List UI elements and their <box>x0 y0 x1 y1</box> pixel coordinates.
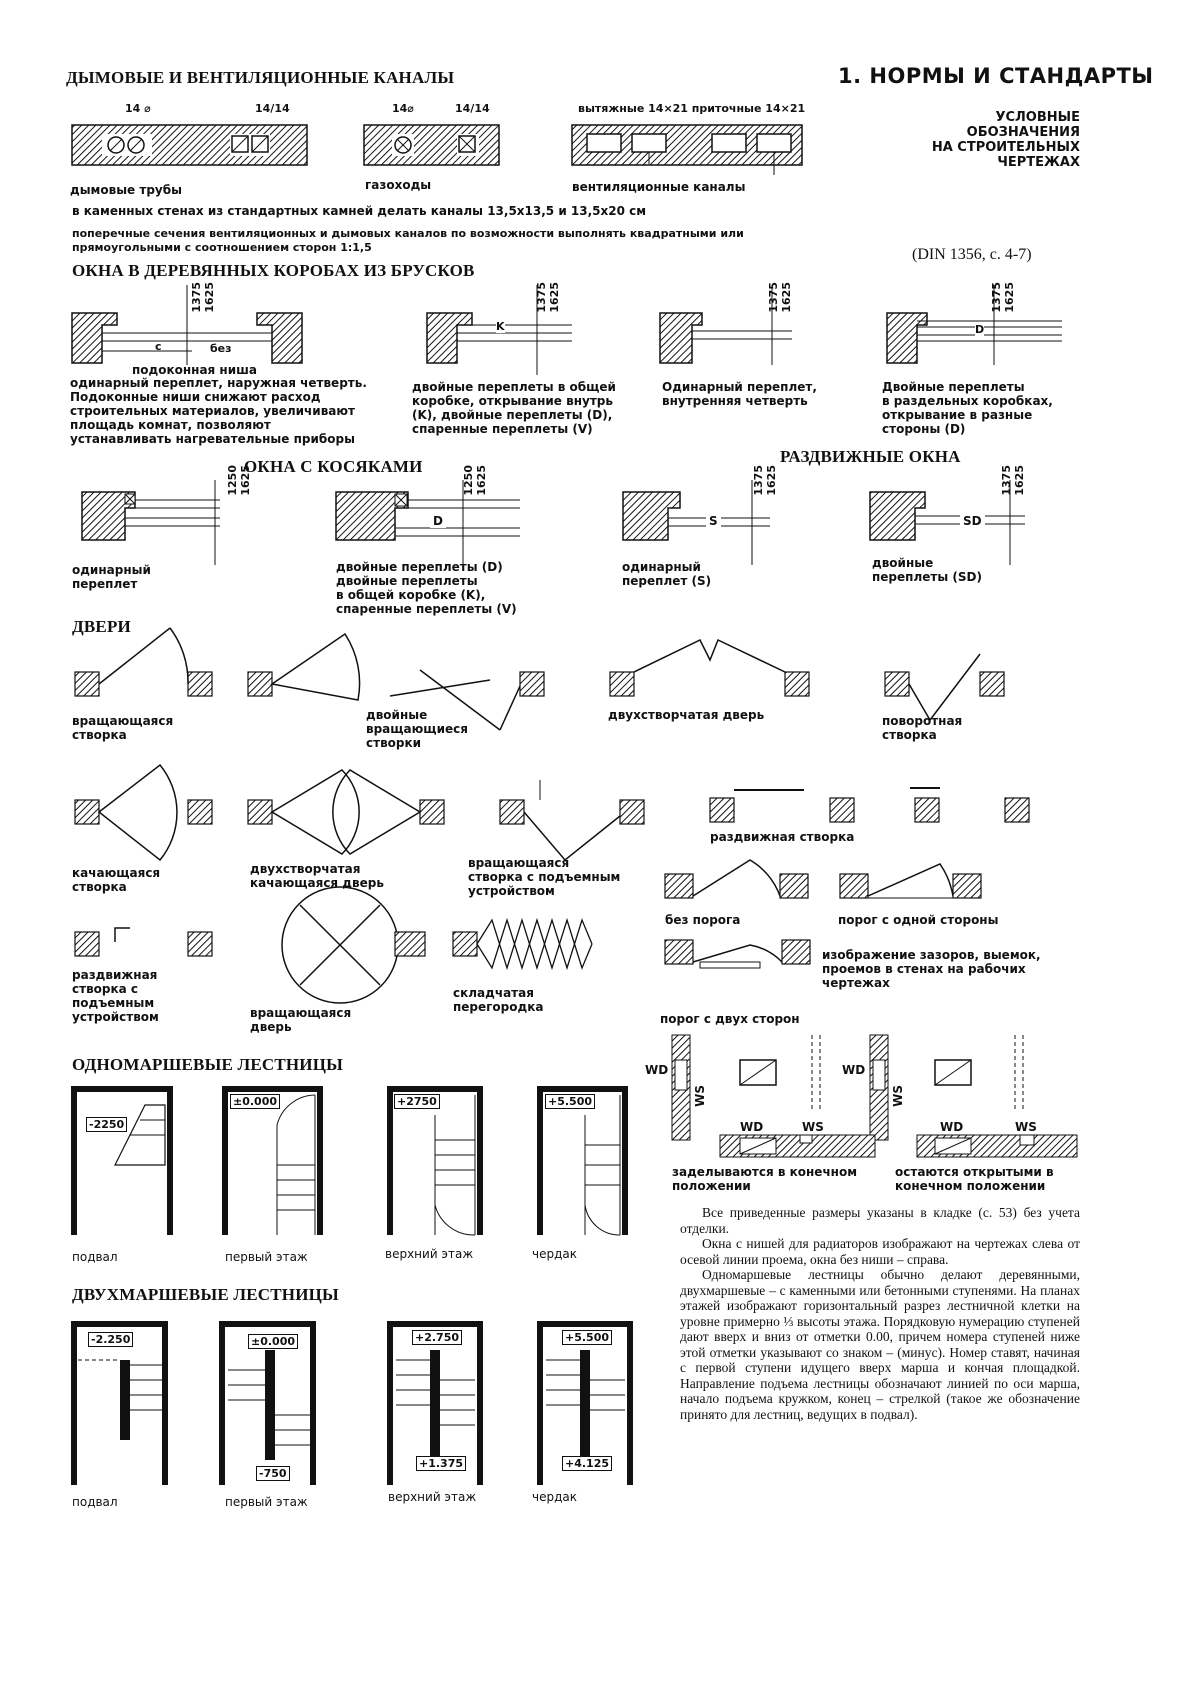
caption-window-4 <box>882 380 1053 436</box>
din-reference: (DIN 1356, с. 4-7) <box>912 246 1032 263</box>
label-wd-3: WD <box>740 1120 764 1134</box>
paragraph-3: Одномаршевые лестницы обычно делают деревянными, двухмаршевые – с каменными или бетонными ступенями. На планах этажей изображают горизонтальный разрез лестничной клетки на уровне примерно ⅓ высоты этажа. Порядковую нумерацию ступеней дают вверх и вниз от отметки 0.00, причем номера ступеней ниже этой отметки указывают со знаком – (минус). Номер ставят, начиная с первой ступени идущего вверх марша и кончая площадкой. Направление подъема лестницы обозначают линией по оси марша, начало подъема кружком, конец – стрелкой (такое же обозначение принято для лестниц, ведущих в подвал). <box>680 1267 1080 1422</box>
section-title-windows-sliding: РАЗДВИЖНЫЕ ОКНА <box>780 447 961 466</box>
caption-line: переплет (S) <box>622 574 712 588</box>
caption-line: чертежах <box>822 976 890 990</box>
caption-door-3: двухстворчатая дверь <box>608 708 765 722</box>
caption-door-14 <box>822 948 1041 990</box>
caption-line: открывание в разные <box>882 408 1033 422</box>
caption-stairs-double-1: подвал <box>72 1495 118 1509</box>
caption-door-6 <box>250 862 384 890</box>
caption-door-4 <box>882 714 962 742</box>
level-single-4: +5.500 <box>545 1094 595 1109</box>
caption-line: перегородка <box>453 1000 544 1014</box>
caption-window-2 <box>412 380 616 436</box>
caption-gas: газоходы <box>365 178 432 192</box>
caption-line: двойные переплеты в общей <box>412 380 616 394</box>
dim-1375-a: 1375 <box>190 282 203 313</box>
label-d-wood: D <box>975 323 985 336</box>
caption-line: двойные переплеты <box>336 574 478 588</box>
caption-line: переплет <box>72 577 138 591</box>
caption-door-7 <box>468 856 620 898</box>
page-title: 1. НОРМЫ И СТАНДАРТЫ <box>838 64 1154 88</box>
caption-sliding-1 <box>622 560 711 588</box>
subtitle-line-1: УСЛОВНЫЕ <box>995 110 1080 125</box>
label-14o-gas: 14⌀ <box>392 102 414 115</box>
level-double-3: +2.750 <box>412 1330 462 1345</box>
caption-line: раздвижная <box>72 968 158 982</box>
caption-line: двухстворчатая <box>250 862 361 876</box>
caption-line: устройством <box>468 884 555 898</box>
caption-line: Двойные переплеты <box>882 380 1025 394</box>
caption-door-5 <box>72 866 160 894</box>
paragraph-1: Все приведенные размеры указаны в кладке (с. 53) без учета отделки. <box>680 1205 1080 1236</box>
caption-line: переплеты (SD) <box>872 570 982 584</box>
caption-stairs-single-2: первый этаж <box>225 1250 308 1264</box>
caption-line: коробке, открывание внутрь <box>412 394 613 408</box>
dim-1250-a: 1250 <box>226 465 239 496</box>
caption-line: (K), двойные переплеты (D), <box>412 408 613 422</box>
dim-1375-d: 1375 <box>990 282 1003 313</box>
caption-sliding-2 <box>872 556 982 584</box>
label-sd: SD <box>960 514 985 528</box>
caption-line: створка <box>882 728 937 742</box>
caption-line: створка <box>72 880 127 894</box>
caption-line: устройством <box>72 1010 159 1024</box>
dim-1625-f: 1625 <box>475 465 488 496</box>
label-c: с <box>155 340 162 353</box>
label-wd-1: WD <box>645 1063 669 1077</box>
caption-line: качающаяся <box>72 866 161 880</box>
dim-1375-e: 1375 <box>752 465 765 496</box>
stairs-single-drawing <box>70 1085 630 1245</box>
label-s: S <box>706 514 721 528</box>
note-1: в каменных стенах из стандартных камней делать каналы 13,5х13,5 и 13,5х20 см <box>72 204 647 218</box>
caption-door-12 <box>250 1006 351 1034</box>
body-text <box>680 1205 1080 1422</box>
caption-line: остаются открытыми в <box>895 1165 1054 1179</box>
label-ws-3: WS <box>802 1120 824 1134</box>
caption-door-1 <box>72 714 173 742</box>
caption-line: качающаяся дверь <box>250 876 384 890</box>
dim-1625-c: 1625 <box>780 282 793 313</box>
caption-door-9: без порога <box>665 913 741 927</box>
note-3: прямоугольными с соотношением сторон 1:1,5 <box>72 241 372 254</box>
caption-line: внутренняя четверть <box>662 394 808 408</box>
subtitle-line-2: ОБОЗНАЧЕНИЯ <box>966 125 1080 140</box>
caption-line: заделываются в конечном <box>672 1165 858 1179</box>
caption-stairs-single-3: верхний этаж <box>385 1247 474 1261</box>
dim-1375-b: 1375 <box>535 282 548 313</box>
caption-line: устанавливать нагревательные приборы <box>70 432 355 446</box>
subtitle-line-4: ЧЕРТЕЖАХ <box>997 155 1080 170</box>
level-single-1: -2250 <box>86 1117 127 1132</box>
caption-line: вращающаяся <box>468 856 570 870</box>
caption-stairs-single-1: подвал <box>72 1250 118 1264</box>
caption-line: створка с подъемным <box>468 870 621 884</box>
caption-stairs-double-2: первый этаж <box>225 1495 308 1509</box>
label-k: K <box>496 320 505 333</box>
label-wd-2: WD <box>842 1063 866 1077</box>
caption-door-17 <box>895 1165 1054 1193</box>
caption-line: двойные <box>366 708 428 722</box>
level-double-4: +5.500 <box>562 1330 612 1345</box>
level-double-3b: +1.375 <box>416 1456 466 1471</box>
caption-window-1 <box>70 376 367 446</box>
note-2: поперечные сечения вентиляционных и дымовых каналов по возможности выполнять квадратными или <box>72 227 744 240</box>
level-double-2: ±0.000 <box>248 1334 298 1349</box>
level-double-4b: +4.125 <box>562 1456 612 1471</box>
dim-1375-c: 1375 <box>767 282 780 313</box>
channels-drawing <box>72 120 812 180</box>
caption-line: спаренные переплеты (V) <box>336 602 517 616</box>
caption-stairs-double-3: верхний этаж <box>388 1490 477 1504</box>
caption-line: двойные переплеты (D) <box>336 560 503 574</box>
dim-1625-g: 1625 <box>765 465 778 496</box>
caption-line: створка <box>72 728 127 742</box>
caption-line: изображение зазоров, выемок, <box>822 948 1041 962</box>
label-1414-gas: 14/14 <box>455 102 490 115</box>
level-double-2b: -750 <box>256 1466 290 1481</box>
caption-line: вращающаяся <box>250 1006 352 1020</box>
caption-line: одинарный переплет, наружная четверть. <box>70 376 367 390</box>
caption-door-13 <box>453 986 543 1014</box>
windows-wood-drawing <box>72 285 1122 375</box>
paragraph-2: Окна с нишей для радиаторов изображают на чертежах слева от осевой линии проема, окна без ниши – справа. <box>680 1236 1080 1267</box>
caption-line: проемов в стенах на рабочих <box>822 962 1026 976</box>
label-exhaust: вытяжные 14×21 приточные 14×21 <box>578 102 806 115</box>
dim-1625-d: 1625 <box>1003 282 1016 313</box>
caption-line: складчатая <box>453 986 534 1000</box>
subtitle <box>860 110 1080 170</box>
dim-1375-f: 1375 <box>1000 465 1013 496</box>
caption-door-16 <box>672 1165 857 1193</box>
level-double-1: -2.250 <box>88 1332 133 1347</box>
caption-line: конечном положении <box>895 1179 1046 1193</box>
label-wd-4: WD <box>940 1120 964 1134</box>
caption-door-11 <box>72 968 159 1024</box>
label-ws-2: WS <box>891 1085 905 1107</box>
label-d-jamb: D <box>430 514 446 528</box>
label-niche: подоконная ниша <box>132 363 257 377</box>
caption-line: Одинарный переплет, <box>662 380 817 394</box>
dim-1625-a: 1625 <box>203 282 216 313</box>
label-ws-4: WS <box>1015 1120 1037 1134</box>
caption-line: Подоконные ниши снижают расход <box>70 390 321 404</box>
section-title-windows-jamb: ОКНА С КОСЯКАМИ <box>244 457 423 476</box>
label-1414: 14/14 <box>255 102 290 115</box>
dim-1625-b: 1625 <box>548 282 561 313</box>
caption-line: одинарный <box>72 563 151 577</box>
caption-window-3 <box>662 380 817 408</box>
caption-line: вращающаяся <box>72 714 174 728</box>
subtitle-line-3: НА СТРОИТЕЛЬНЫХ <box>931 140 1080 155</box>
caption-vent: вентиляционные каналы <box>572 180 746 194</box>
caption-jamb-1 <box>72 563 151 591</box>
caption-line: спаренные переплеты (V) <box>412 422 593 436</box>
caption-line: подъемным <box>72 996 155 1010</box>
caption-line: положении <box>672 1179 751 1193</box>
caption-line: стороны (D) <box>882 422 966 436</box>
level-single-3: +2750 <box>394 1094 440 1109</box>
caption-line: двойные <box>872 556 934 570</box>
level-single-2: ±0.000 <box>230 1094 280 1109</box>
caption-line: вращающиеся <box>366 722 468 736</box>
section-title-stairs-double: ДВУХМАРШЕВЫЕ ЛЕСТНИЦЫ <box>72 1285 339 1304</box>
dim-1250-b: 1250 <box>462 465 475 496</box>
caption-stairs-double-4: чердак <box>532 1490 577 1504</box>
caption-jamb-2 <box>336 560 517 616</box>
label-bez: без <box>210 342 232 355</box>
caption-line: створки <box>366 736 422 750</box>
caption-stairs-single-4: чердак <box>532 1247 577 1261</box>
stairs-double-drawing <box>70 1320 630 1490</box>
caption-door-2 <box>366 708 468 750</box>
caption-door-15: порог с двух сторон <box>660 1012 800 1026</box>
label-ws-1: WS <box>693 1085 707 1107</box>
caption-line: площадь комнат, позволяют <box>70 418 271 432</box>
caption-line: в общей коробке (K), <box>336 588 486 602</box>
wd-ws-drawing <box>640 1030 1100 1170</box>
caption-line: одинарный <box>622 560 701 574</box>
section-title-windows-wood: ОКНА В ДЕРЕВЯННЫХ КОРОБАХ ИЗ БРУСКОВ <box>72 261 475 280</box>
caption-door-8: раздвижная створка <box>710 830 855 844</box>
caption-line: створка с <box>72 982 139 996</box>
section-title-doors: ДВЕРИ <box>72 617 131 636</box>
caption-line: в раздельных коробках, <box>882 394 1053 408</box>
section-title-stairs-single: ОДНОМАРШЕВЫЕ ЛЕСТНИЦЫ <box>72 1055 344 1074</box>
dim-1625-e: 1625 <box>239 465 252 496</box>
dim-1625-h: 1625 <box>1013 465 1026 496</box>
caption-line: дверь <box>250 1020 292 1034</box>
caption-line: поворотная <box>882 714 963 728</box>
label-14o: 14 ⌀ <box>125 102 151 115</box>
caption-door-10: порог с одной стороны <box>838 913 999 927</box>
caption-line: строительных материалов, увеличивают <box>70 404 356 418</box>
section-title-channels: ДЫМОВЫЕ И ВЕНТИЛЯЦИОННЫЕ КАНАЛЫ <box>66 68 455 87</box>
caption-smoke: дымовые трубы <box>70 183 182 197</box>
